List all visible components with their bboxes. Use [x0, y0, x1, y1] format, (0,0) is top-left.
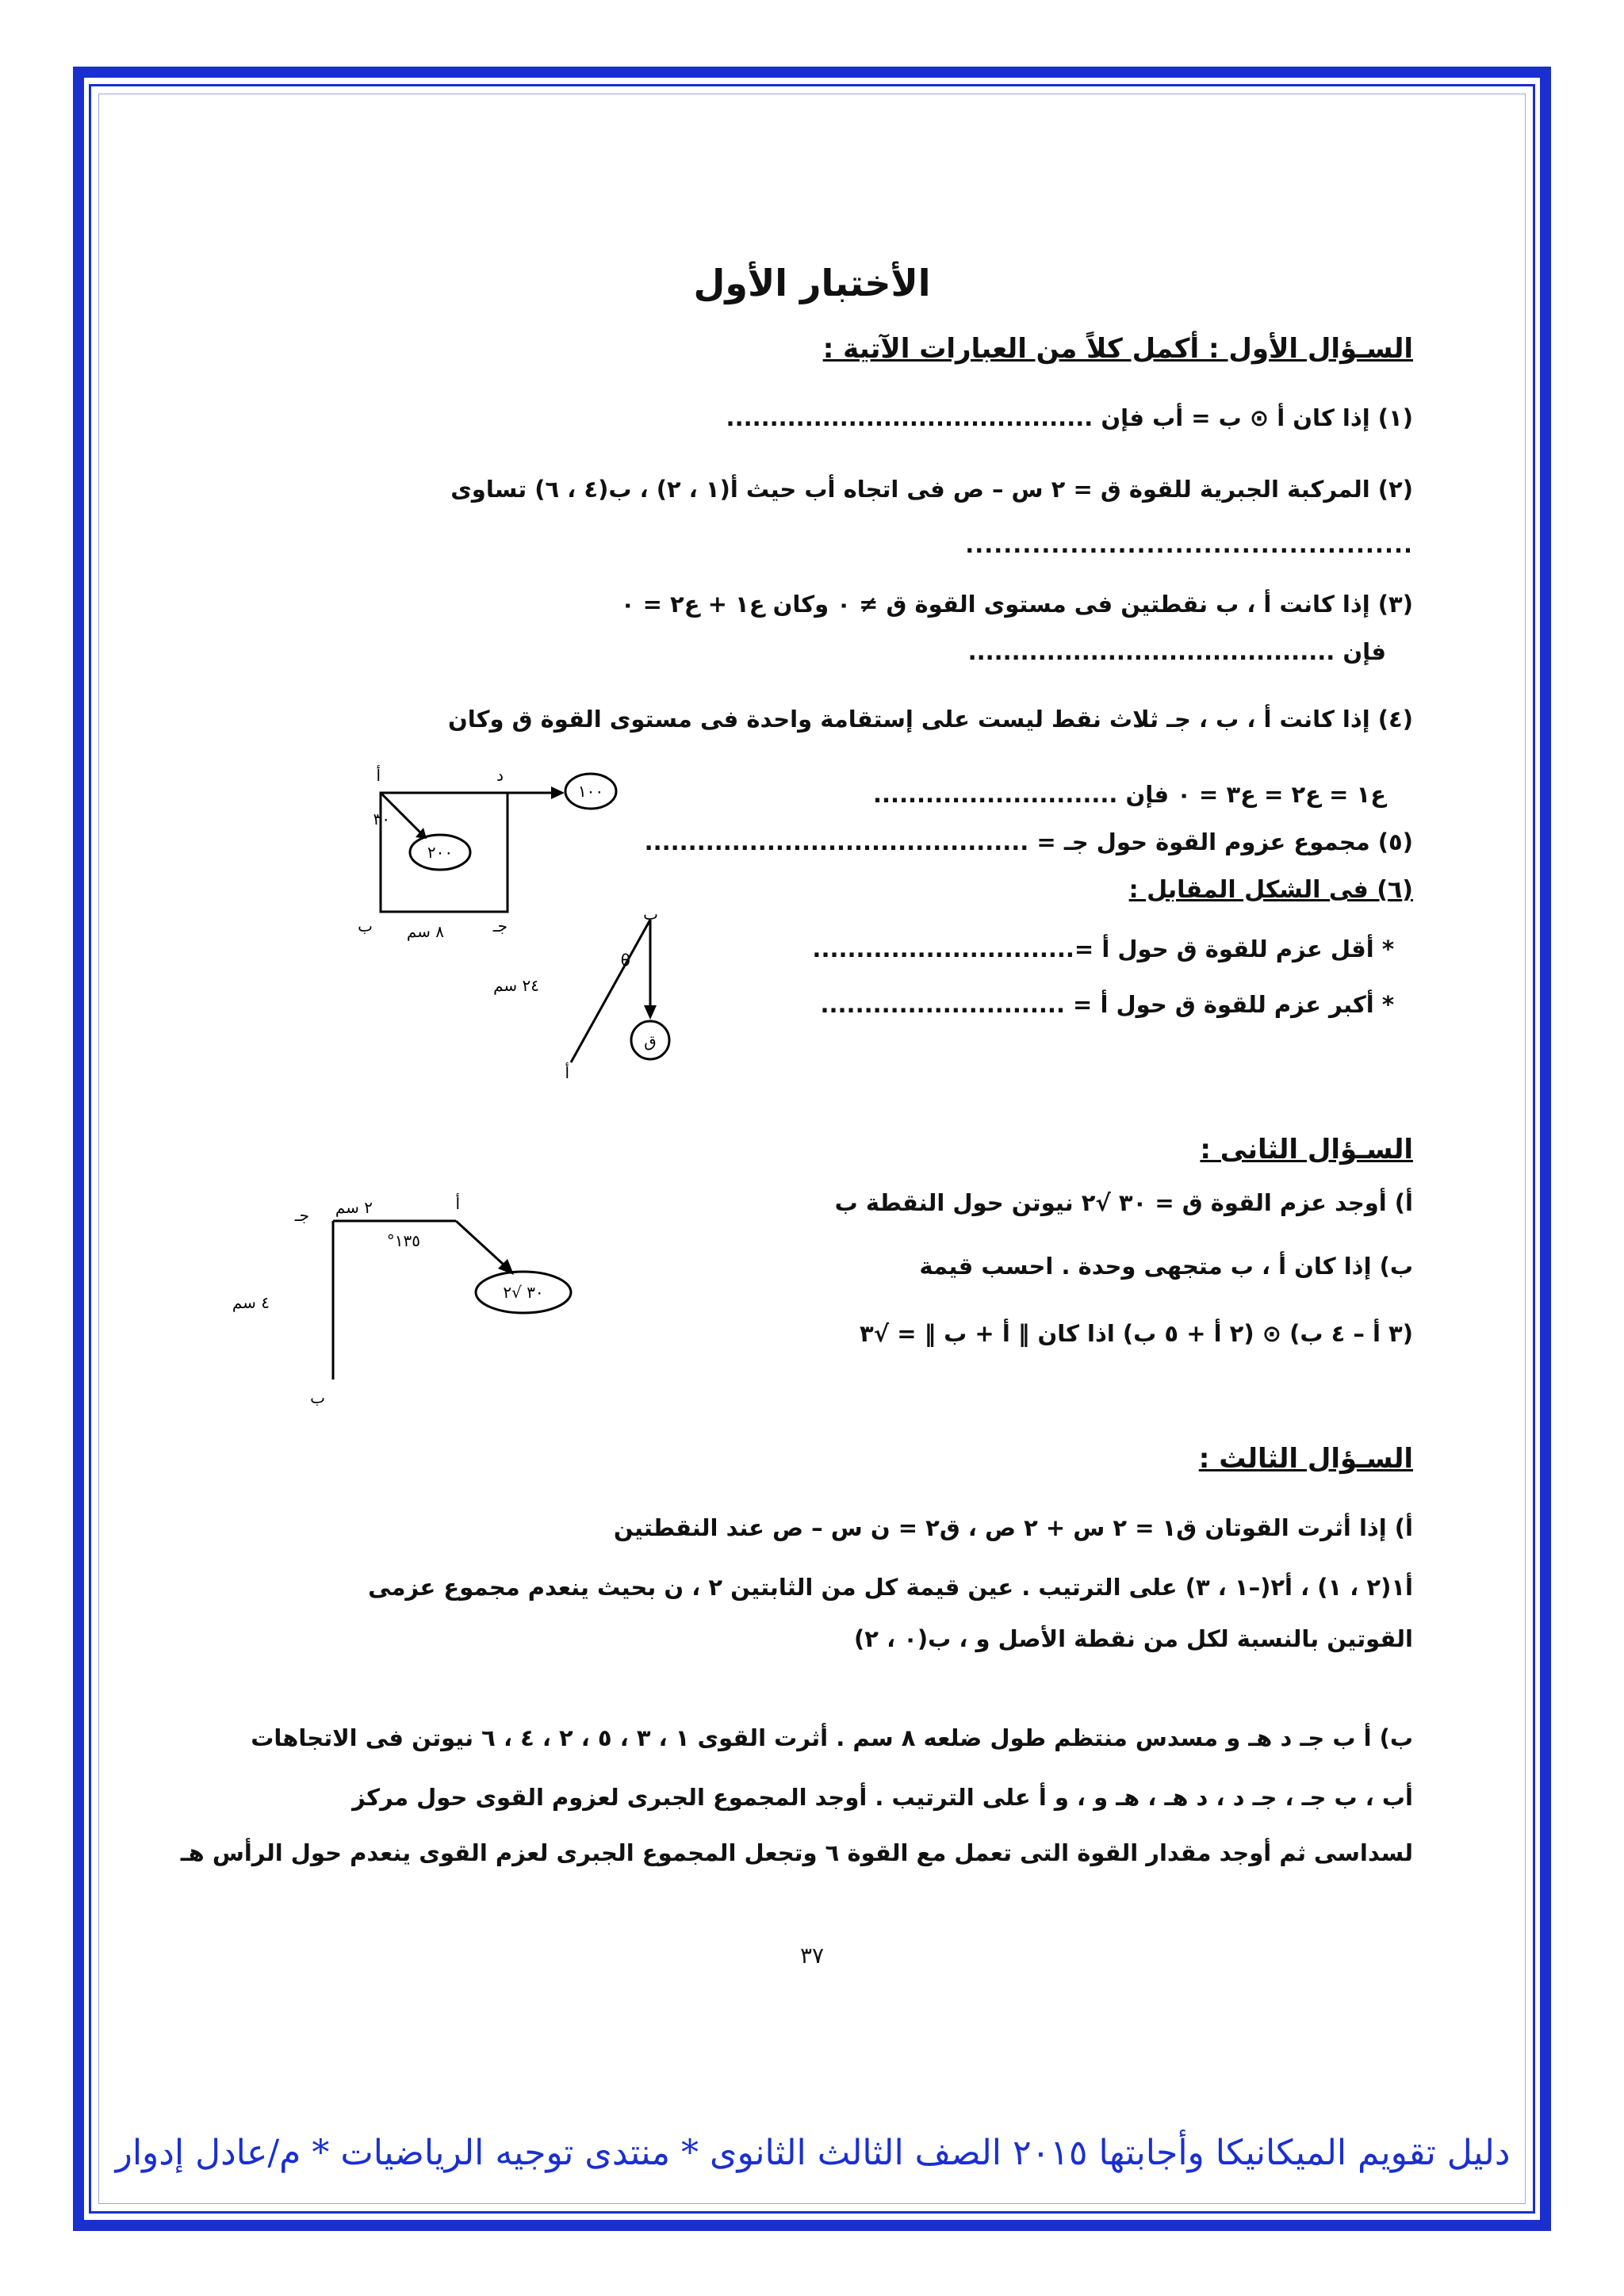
q3-item-a-2: أ١(٢ ، ١) ، أ٢(–١ ، ٣) على الترتيب . عين قيمة كل من الثابتين ٢ ، ن بحيث ينعدم مجموع عزمى — [368, 1574, 1413, 1601]
fig3-label-c: جـ — [294, 1206, 309, 1225]
q1-item-4: (٤) إذا كانت أ ، ب ، جـ ثلاث نقط ليست على إستقامة واحدة فى مستوى القوة ق وكان — [448, 706, 1413, 733]
fig3-length-1: ٢ سم — [335, 1198, 373, 1217]
fig1-label-c: جـ — [492, 916, 508, 936]
q1-item-5: (٥) مجموع عزوم القوة حول جـ = ............................................ — [644, 828, 1413, 855]
q1-item-2-blank: ............................................... — [965, 531, 1413, 558]
figure-bent-rod — [232, 1189, 611, 1411]
footer-credit: دليل تقويم الميكانيكا وأجابتها ٢٠١٥ الصف الثالث الثانوى * منتدى توجيه الرياضيات * م/عادل إدوار — [115, 2133, 1511, 2173]
fig2-label-b: ب — [643, 905, 658, 924]
fig1-label-b: ب — [358, 916, 373, 936]
q1-item-2: (٢) المركبة الجبرية للقوة ق = ٢ س – ص فى اتجاه أب حيث أ(١ ، ٢) ، ب(٤ ، ٦) تساوى — [450, 476, 1413, 503]
fig2-label-a: أ — [565, 1063, 569, 1082]
exam-title: الأختبار الأول — [693, 262, 931, 304]
fig3-label-b: ب — [310, 1388, 325, 1407]
q3-item-b-3: لسداسى ثم أوجد مقدار القوة التى تعمل مع القوة ٦ وتجعل المجموع الجبرى لعزم القوى ينعدم حول الرأس هـ — [180, 1839, 1413, 1866]
fig1-length: ٨ سم — [406, 922, 444, 941]
q3-item-a-3: القوتين بالنسبة لكل من نقطة الأصل و ، ب(٠ ، ٢) — [854, 1625, 1413, 1652]
q2-heading: السـؤال الثانى : — [1200, 1134, 1413, 1165]
q3-item-b-2: أب ، ب جـ ، جـ د ، د هـ ، هـ و ، و أ على الترتيب . أوجد المجموع الجبرى لعزوم القوى حول مركز — [352, 1784, 1413, 1811]
fig1-force-200: ٢٠٠ — [427, 843, 454, 862]
q1-item-6: (٦) فى الشكل المقابل : — [1128, 876, 1413, 904]
fig3-angle: ١٣٥° — [386, 1231, 420, 1250]
fig2-length: ٢٤ سم — [493, 976, 539, 995]
fig1-force-100: ١٠٠ — [577, 782, 604, 801]
fig1-angle: ٣٠ — [373, 809, 390, 828]
q1-item-6b: * أكبر عزم للقوة ق حول أ = ............................ — [820, 991, 1394, 1018]
q1-item-3-blank: فإن .......................................... — [967, 638, 1386, 665]
q1-item-3: (٣) إذا كانت أ ، ب نقطتين فى مستوى القوة ق ≠ ٠ وكان ع١ + ع٢ = ٠ — [620, 591, 1413, 618]
fig2-theta: θ — [620, 951, 630, 970]
fig3-force: ٣٠ √٢ — [503, 1283, 544, 1302]
fig1-label-d: د — [496, 766, 504, 785]
q3-item-a: أ) إذا أثرت القوتان ق١ = ٢ س + ٢ ص ، ق٢ = ن س – ص عند النقطتين — [613, 1514, 1413, 1541]
q3-heading: السـؤال الثالث : — [1198, 1443, 1413, 1475]
q1-heading: السـؤال الأول : أكمل كلاً من العبارات الآتية : — [822, 333, 1413, 365]
fig2-force: ق — [644, 1031, 657, 1050]
q2-item-b: ب) إذا كان أ ، ب متجهى وحدة . احسب قيمة — [919, 1253, 1413, 1280]
q1-item-4-cont: ع١ = ع٢ = ع٣ = ٠ فإن ............................ — [872, 781, 1386, 808]
fig3-label-a: أ — [455, 1194, 460, 1213]
page-number: ٣٧ — [799, 1942, 825, 1969]
fig3-length-2: ٤ سم — [232, 1293, 270, 1312]
q3-item-b: ب) أ ب جـ د هـ و مسدس منتظم طول ضلعه ٨ سم . أثرت القوى ١ ، ٣ ، ٥ ، ٢ ، ٤ ، ٦ نيوتن فى الاتجاهات — [251, 1724, 1413, 1751]
q1-item-6a: * أقل عزم للقوة ق حول أ =.............................. — [812, 936, 1394, 962]
q1-item-1: (١) إذا كان أ ⊙ ب = أب فإن .......................................... — [726, 404, 1413, 431]
q2-item-a: أ) أوجد عزم القوة ق = ٣٠ √٢ نيوتن حول النقطة ب — [834, 1189, 1413, 1216]
fig1-label-a: أ — [376, 766, 381, 785]
q2-item-b-cont: (٣ أ – ٤ ب) ⊙ (٢ أ + ٥ ب) اذا كان ‖ أ + ب ‖ = √٣ — [860, 1320, 1413, 1347]
